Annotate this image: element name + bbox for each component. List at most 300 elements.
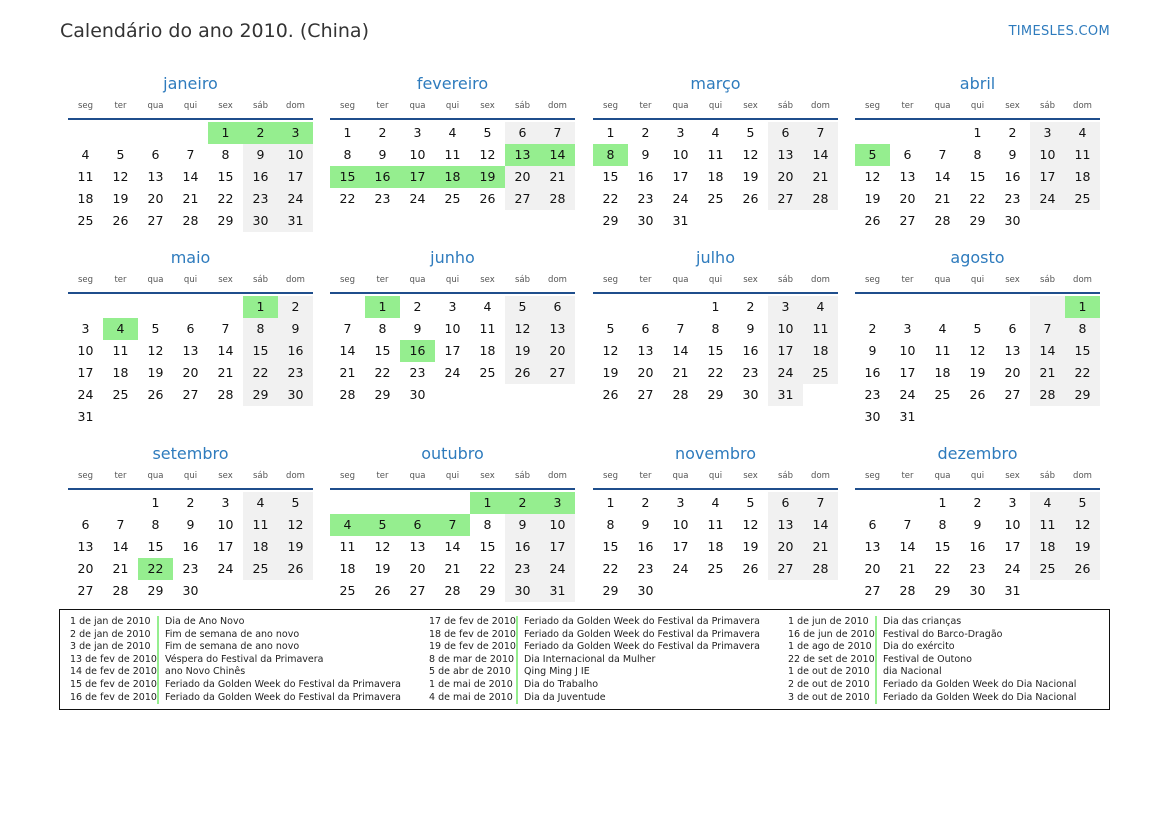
- day-cell[interactable]: 28: [803, 558, 838, 580]
- day-cell[interactable]: 19: [602, 365, 619, 380]
- day-cell-holiday[interactable]: 1: [1065, 296, 1100, 318]
- day-cell[interactable]: 23: [182, 561, 199, 576]
- day-cell[interactable]: 24: [768, 362, 803, 384]
- day-cell[interactable]: 28: [803, 188, 838, 210]
- day-cell[interactable]: 10: [1030, 144, 1065, 166]
- day-cell[interactable]: 22: [243, 362, 278, 384]
- day-cell[interactable]: 11: [243, 514, 278, 536]
- day-cell[interactable]: 22: [217, 191, 234, 206]
- day-cell[interactable]: 31: [77, 409, 94, 424]
- day-cell[interactable]: 14: [1030, 340, 1065, 362]
- day-cell-holiday[interactable]: 15: [330, 166, 365, 188]
- day-cell[interactable]: 30: [278, 384, 313, 406]
- day-cell[interactable]: 15: [243, 340, 278, 362]
- day-cell[interactable]: 18: [77, 191, 94, 206]
- day-cell[interactable]: 16: [243, 166, 278, 188]
- day-cell[interactable]: 17: [540, 536, 575, 558]
- day-cell[interactable]: 6: [151, 147, 160, 162]
- day-cell[interactable]: 24: [409, 191, 426, 206]
- day-cell[interactable]: 11: [444, 147, 461, 162]
- day-cell[interactable]: 14: [803, 514, 838, 536]
- day-cell[interactable]: 23: [969, 561, 986, 576]
- day-cell[interactable]: 3: [1030, 122, 1065, 144]
- day-cell[interactable]: 19: [864, 191, 881, 206]
- day-cell[interactable]: 7: [343, 321, 352, 336]
- day-cell[interactable]: 7: [803, 492, 838, 514]
- day-cell[interactable]: 13: [768, 144, 803, 166]
- day-cell[interactable]: 26: [602, 387, 619, 402]
- day-cell[interactable]: 23: [243, 188, 278, 210]
- day-cell[interactable]: 16: [637, 169, 654, 184]
- day-cell-holiday[interactable]: 19: [470, 166, 505, 188]
- day-cell[interactable]: 1: [151, 495, 160, 510]
- day-cell[interactable]: 25: [444, 191, 461, 206]
- day-cell[interactable]: 24: [444, 365, 461, 380]
- day-cell[interactable]: 13: [182, 343, 199, 358]
- day-cell[interactable]: 24: [672, 191, 689, 206]
- day-cell[interactable]: 6: [768, 492, 803, 514]
- day-cell[interactable]: 9: [973, 517, 982, 532]
- day-cell[interactable]: 2: [641, 125, 650, 140]
- day-cell[interactable]: 31: [1004, 583, 1021, 598]
- day-cell[interactable]: 10: [672, 147, 689, 162]
- day-cell[interactable]: 16: [742, 343, 759, 358]
- day-cell[interactable]: 20: [637, 365, 654, 380]
- day-cell[interactable]: 20: [768, 166, 803, 188]
- day-cell-holiday[interactable]: 4: [330, 514, 365, 536]
- day-cell[interactable]: 9: [243, 144, 278, 166]
- day-cell[interactable]: 29: [934, 583, 951, 598]
- day-cell[interactable]: 20: [182, 365, 199, 380]
- day-cell[interactable]: 2: [746, 299, 755, 314]
- day-cell[interactable]: 8: [243, 318, 278, 340]
- day-cell[interactable]: 30: [637, 583, 654, 598]
- day-cell[interactable]: 26: [969, 387, 986, 402]
- day-cell[interactable]: 14: [112, 539, 129, 554]
- day-cell[interactable]: 27: [540, 362, 575, 384]
- day-cell[interactable]: 4: [711, 495, 720, 510]
- day-cell[interactable]: 23: [637, 191, 654, 206]
- day-cell[interactable]: 16: [1004, 169, 1021, 184]
- day-cell-holiday[interactable]: 1: [365, 296, 400, 318]
- day-cell[interactable]: 2: [413, 299, 422, 314]
- day-cell-holiday[interactable]: 7: [435, 514, 470, 536]
- day-cell[interactable]: 3: [81, 321, 90, 336]
- day-cell[interactable]: 5: [151, 321, 160, 336]
- day-cell[interactable]: 6: [868, 517, 877, 532]
- day-cell[interactable]: 25: [339, 583, 356, 598]
- day-cell[interactable]: 15: [602, 169, 619, 184]
- day-cell[interactable]: 7: [540, 122, 575, 144]
- day-cell[interactable]: 7: [676, 321, 685, 336]
- day-cell[interactable]: 12: [278, 514, 313, 536]
- day-cell[interactable]: 24: [540, 558, 575, 580]
- day-cell[interactable]: 13: [1004, 343, 1021, 358]
- day-cell[interactable]: 20: [540, 340, 575, 362]
- day-cell[interactable]: 7: [903, 517, 912, 532]
- day-cell[interactable]: 27: [864, 583, 881, 598]
- day-cell[interactable]: 10: [444, 321, 461, 336]
- day-cell[interactable]: 25: [77, 213, 94, 228]
- day-cell[interactable]: 2: [641, 495, 650, 510]
- day-cell[interactable]: 14: [672, 343, 689, 358]
- day-cell[interactable]: 14: [339, 343, 356, 358]
- day-cell[interactable]: 13: [409, 539, 426, 554]
- day-cell[interactable]: 29: [479, 583, 496, 598]
- day-cell[interactable]: 14: [217, 343, 234, 358]
- day-cell[interactable]: 14: [899, 539, 916, 554]
- day-cell[interactable]: 11: [112, 343, 129, 358]
- day-cell[interactable]: 13: [864, 539, 881, 554]
- day-cell[interactable]: 28: [339, 387, 356, 402]
- day-cell[interactable]: 20: [505, 166, 540, 188]
- day-cell[interactable]: 23: [864, 387, 881, 402]
- day-cell[interactable]: 24: [899, 387, 916, 402]
- day-cell-holiday[interactable]: 14: [540, 144, 575, 166]
- day-cell[interactable]: 7: [116, 517, 125, 532]
- day-cell[interactable]: 3: [1008, 495, 1017, 510]
- day-cell[interactable]: 8: [1065, 318, 1100, 340]
- day-cell-holiday[interactable]: 5: [365, 514, 400, 536]
- day-cell[interactable]: 25: [1030, 558, 1065, 580]
- day-cell[interactable]: 28: [217, 387, 234, 402]
- day-cell[interactable]: 3: [903, 321, 912, 336]
- day-cell[interactable]: 2: [378, 125, 387, 140]
- day-cell[interactable]: 29: [602, 213, 619, 228]
- day-cell[interactable]: 21: [899, 561, 916, 576]
- day-cell[interactable]: 18: [1065, 166, 1100, 188]
- day-cell[interactable]: 18: [339, 561, 356, 576]
- day-cell[interactable]: 18: [707, 169, 724, 184]
- day-cell[interactable]: 10: [77, 343, 94, 358]
- day-cell[interactable]: 8: [221, 147, 230, 162]
- day-cell[interactable]: 12: [1065, 514, 1100, 536]
- day-cell[interactable]: 17: [1004, 539, 1021, 554]
- day-cell[interactable]: 8: [343, 147, 352, 162]
- day-cell[interactable]: 5: [1065, 492, 1100, 514]
- day-cell[interactable]: 17: [278, 166, 313, 188]
- day-cell[interactable]: 22: [339, 191, 356, 206]
- day-cell[interactable]: 7: [1030, 318, 1065, 340]
- day-cell[interactable]: 1: [938, 495, 947, 510]
- day-cell[interactable]: 5: [505, 296, 540, 318]
- day-cell[interactable]: 19: [374, 561, 391, 576]
- day-cell[interactable]: 3: [676, 125, 685, 140]
- day-cell[interactable]: 4: [448, 125, 457, 140]
- day-cell[interactable]: 21: [803, 166, 838, 188]
- day-cell[interactable]: 12: [374, 539, 391, 554]
- day-cell[interactable]: 15: [934, 539, 951, 554]
- day-cell[interactable]: 10: [1004, 517, 1021, 532]
- day-cell[interactable]: 12: [864, 169, 881, 184]
- day-cell[interactable]: 12: [742, 147, 759, 162]
- day-cell[interactable]: 27: [637, 387, 654, 402]
- day-cell[interactable]: 28: [1030, 384, 1065, 406]
- day-cell[interactable]: 19: [1065, 536, 1100, 558]
- day-cell[interactable]: 18: [112, 365, 129, 380]
- day-cell[interactable]: 12: [479, 147, 496, 162]
- day-cell[interactable]: 1: [973, 125, 982, 140]
- day-cell[interactable]: 31: [899, 409, 916, 424]
- day-cell[interactable]: 11: [339, 539, 356, 554]
- day-cell[interactable]: 21: [934, 191, 951, 206]
- day-cell[interactable]: 12: [742, 517, 759, 532]
- day-cell[interactable]: 9: [505, 514, 540, 536]
- day-cell[interactable]: 18: [1030, 536, 1065, 558]
- day-cell[interactable]: 13: [540, 318, 575, 340]
- day-cell[interactable]: 29: [243, 384, 278, 406]
- day-cell[interactable]: 26: [479, 191, 496, 206]
- day-cell[interactable]: 19: [112, 191, 129, 206]
- day-cell[interactable]: 31: [540, 580, 575, 602]
- day-cell[interactable]: 28: [444, 583, 461, 598]
- day-cell[interactable]: 11: [707, 517, 724, 532]
- day-cell[interactable]: 7: [938, 147, 947, 162]
- day-cell[interactable]: 2: [1008, 125, 1017, 140]
- day-cell[interactable]: 20: [1004, 365, 1021, 380]
- day-cell[interactable]: 2: [868, 321, 877, 336]
- day-cell[interactable]: 22: [479, 561, 496, 576]
- day-cell[interactable]: 8: [711, 321, 720, 336]
- day-cell[interactable]: 9: [868, 343, 877, 358]
- day-cell[interactable]: 14: [444, 539, 461, 554]
- day-cell[interactable]: 6: [903, 147, 912, 162]
- day-cell[interactable]: 21: [1030, 362, 1065, 384]
- day-cell[interactable]: 27: [1004, 387, 1021, 402]
- day-cell[interactable]: 27: [768, 188, 803, 210]
- day-cell[interactable]: 3: [221, 495, 230, 510]
- day-cell[interactable]: 26: [1065, 558, 1100, 580]
- day-cell[interactable]: 10: [899, 343, 916, 358]
- day-cell[interactable]: 29: [969, 213, 986, 228]
- day-cell[interactable]: 13: [637, 343, 654, 358]
- day-cell[interactable]: 12: [147, 343, 164, 358]
- day-cell[interactable]: 9: [641, 517, 650, 532]
- day-cell[interactable]: 8: [606, 517, 615, 532]
- day-cell[interactable]: 24: [672, 561, 689, 576]
- day-cell[interactable]: 6: [505, 122, 540, 144]
- day-cell[interactable]: 5: [483, 125, 492, 140]
- day-cell[interactable]: 9: [641, 147, 650, 162]
- day-cell-holiday[interactable]: 16: [365, 166, 400, 188]
- day-cell[interactable]: 21: [112, 561, 129, 576]
- day-cell[interactable]: 5: [606, 321, 615, 336]
- day-cell-holiday[interactable]: 1: [243, 296, 278, 318]
- day-cell[interactable]: 17: [444, 343, 461, 358]
- day-cell-holiday[interactable]: 2: [505, 492, 540, 514]
- day-cell[interactable]: 13: [899, 169, 916, 184]
- day-cell[interactable]: 23: [505, 558, 540, 580]
- day-cell[interactable]: 11: [1065, 144, 1100, 166]
- day-cell-holiday[interactable]: 5: [855, 144, 890, 166]
- day-cell[interactable]: 30: [1004, 213, 1021, 228]
- day-cell[interactable]: 4: [938, 321, 947, 336]
- day-cell[interactable]: 17: [672, 539, 689, 554]
- day-cell[interactable]: 28: [112, 583, 129, 598]
- day-cell[interactable]: 15: [707, 343, 724, 358]
- day-cell[interactable]: 20: [768, 536, 803, 558]
- day-cell[interactable]: 29: [374, 387, 391, 402]
- day-cell[interactable]: 17: [217, 539, 234, 554]
- day-cell[interactable]: 9: [413, 321, 422, 336]
- day-cell[interactable]: 4: [711, 125, 720, 140]
- day-cell[interactable]: 22: [374, 365, 391, 380]
- day-cell[interactable]: 29: [217, 213, 234, 228]
- day-cell[interactable]: 15: [374, 343, 391, 358]
- day-cell[interactable]: 1: [606, 125, 615, 140]
- day-cell[interactable]: 11: [803, 318, 838, 340]
- day-cell[interactable]: 22: [934, 561, 951, 576]
- day-cell[interactable]: 2: [278, 296, 313, 318]
- day-cell[interactable]: 26: [278, 558, 313, 580]
- day-cell[interactable]: 21: [540, 166, 575, 188]
- day-cell[interactable]: 11: [707, 147, 724, 162]
- day-cell[interactable]: 23: [409, 365, 426, 380]
- day-cell[interactable]: 17: [672, 169, 689, 184]
- day-cell[interactable]: 11: [479, 321, 496, 336]
- day-cell[interactable]: 5: [973, 321, 982, 336]
- day-cell[interactable]: 26: [505, 362, 540, 384]
- day-cell[interactable]: 24: [77, 387, 94, 402]
- day-cell[interactable]: 28: [934, 213, 951, 228]
- day-cell[interactable]: 29: [1065, 384, 1100, 406]
- day-cell-holiday[interactable]: 8: [593, 144, 628, 166]
- day-cell[interactable]: 26: [374, 583, 391, 598]
- day-cell[interactable]: 8: [483, 517, 492, 532]
- day-cell[interactable]: 30: [637, 213, 654, 228]
- day-cell[interactable]: 29: [707, 387, 724, 402]
- day-cell[interactable]: 11: [1030, 514, 1065, 536]
- day-cell[interactable]: 20: [77, 561, 94, 576]
- day-cell[interactable]: 21: [803, 536, 838, 558]
- day-cell[interactable]: 25: [707, 191, 724, 206]
- day-cell[interactable]: 26: [112, 213, 129, 228]
- day-cell[interactable]: 12: [602, 343, 619, 358]
- day-cell[interactable]: 18: [707, 539, 724, 554]
- day-cell[interactable]: 7: [186, 147, 195, 162]
- day-cell[interactable]: 12: [969, 343, 986, 358]
- day-cell[interactable]: 27: [182, 387, 199, 402]
- day-cell[interactable]: 5: [746, 495, 755, 510]
- day-cell[interactable]: 1: [606, 495, 615, 510]
- day-cell[interactable]: 9: [278, 318, 313, 340]
- day-cell[interactable]: 6: [641, 321, 650, 336]
- day-cell[interactable]: 9: [378, 147, 387, 162]
- day-cell[interactable]: 17: [1030, 166, 1065, 188]
- day-cell[interactable]: 27: [147, 213, 164, 228]
- day-cell[interactable]: 15: [1065, 340, 1100, 362]
- day-cell[interactable]: 27: [899, 213, 916, 228]
- day-cell[interactable]: 27: [409, 583, 426, 598]
- day-cell[interactable]: 3: [413, 125, 422, 140]
- day-cell[interactable]: 6: [540, 296, 575, 318]
- day-cell[interactable]: 27: [77, 583, 94, 598]
- day-cell[interactable]: 24: [1004, 561, 1021, 576]
- day-cell[interactable]: 30: [864, 409, 881, 424]
- day-cell[interactable]: 18: [243, 536, 278, 558]
- day-cell[interactable]: 16: [182, 539, 199, 554]
- day-cell[interactable]: 15: [969, 169, 986, 184]
- day-cell[interactable]: 30: [505, 580, 540, 602]
- day-cell[interactable]: 16: [278, 340, 313, 362]
- day-cell[interactable]: 10: [278, 144, 313, 166]
- day-cell[interactable]: 4: [243, 492, 278, 514]
- day-cell[interactable]: 17: [899, 365, 916, 380]
- day-cell[interactable]: 13: [768, 514, 803, 536]
- day-cell-holiday[interactable]: 1: [208, 122, 243, 144]
- day-cell[interactable]: 14: [934, 169, 951, 184]
- day-cell[interactable]: 15: [479, 539, 496, 554]
- day-cell[interactable]: 2: [973, 495, 982, 510]
- day-cell[interactable]: 22: [602, 561, 619, 576]
- day-cell[interactable]: 30: [969, 583, 986, 598]
- day-cell-holiday[interactable]: 3: [540, 492, 575, 514]
- day-cell[interactable]: 4: [1030, 492, 1065, 514]
- day-cell[interactable]: 30: [409, 387, 426, 402]
- day-cell[interactable]: 25: [707, 561, 724, 576]
- day-cell[interactable]: 29: [602, 583, 619, 598]
- day-cell[interactable]: 28: [899, 583, 916, 598]
- day-cell[interactable]: 23: [637, 561, 654, 576]
- day-cell[interactable]: 26: [742, 191, 759, 206]
- day-cell[interactable]: 5: [116, 147, 125, 162]
- day-cell[interactable]: 16: [637, 539, 654, 554]
- day-cell[interactable]: 22: [707, 365, 724, 380]
- day-cell[interactable]: 4: [483, 299, 492, 314]
- day-cell[interactable]: 4: [1065, 122, 1100, 144]
- day-cell[interactable]: 10: [540, 514, 575, 536]
- day-cell[interactable]: 26: [742, 561, 759, 576]
- day-cell[interactable]: 15: [217, 169, 234, 184]
- day-cell[interactable]: 5: [278, 492, 313, 514]
- day-cell[interactable]: 21: [339, 365, 356, 380]
- day-cell[interactable]: 22: [1065, 362, 1100, 384]
- day-cell[interactable]: 27: [505, 188, 540, 210]
- day-cell[interactable]: 12: [112, 169, 129, 184]
- day-cell-holiday[interactable]: 17: [400, 166, 435, 188]
- day-cell[interactable]: 20: [899, 191, 916, 206]
- day-cell[interactable]: 15: [147, 539, 164, 554]
- day-cell[interactable]: 16: [505, 536, 540, 558]
- day-cell[interactable]: 11: [934, 343, 951, 358]
- day-cell[interactable]: 6: [186, 321, 195, 336]
- day-cell[interactable]: 3: [768, 296, 803, 318]
- day-cell[interactable]: 3: [676, 495, 685, 510]
- day-cell[interactable]: 20: [864, 561, 881, 576]
- day-cell[interactable]: 9: [746, 321, 755, 336]
- day-cell[interactable]: 19: [742, 169, 759, 184]
- day-cell[interactable]: 19: [278, 536, 313, 558]
- day-cell[interactable]: 17: [768, 340, 803, 362]
- day-cell[interactable]: 6: [768, 122, 803, 144]
- day-cell[interactable]: 14: [803, 144, 838, 166]
- day-cell[interactable]: 8: [151, 517, 160, 532]
- day-cell[interactable]: 23: [374, 191, 391, 206]
- day-cell[interactable]: 23: [742, 365, 759, 380]
- day-cell[interactable]: 14: [182, 169, 199, 184]
- day-cell[interactable]: 25: [1065, 188, 1100, 210]
- day-cell[interactable]: 28: [540, 188, 575, 210]
- day-cell-holiday[interactable]: 18: [435, 166, 470, 188]
- day-cell-holiday[interactable]: 1: [470, 492, 505, 514]
- day-cell[interactable]: 8: [378, 321, 387, 336]
- day-cell-holiday[interactable]: 22: [138, 558, 173, 580]
- day-cell[interactable]: 17: [77, 365, 94, 380]
- day-cell[interactable]: 16: [864, 365, 881, 380]
- day-cell[interactable]: 8: [973, 147, 982, 162]
- day-cell-holiday[interactable]: 16: [400, 340, 435, 362]
- day-cell[interactable]: 19: [969, 365, 986, 380]
